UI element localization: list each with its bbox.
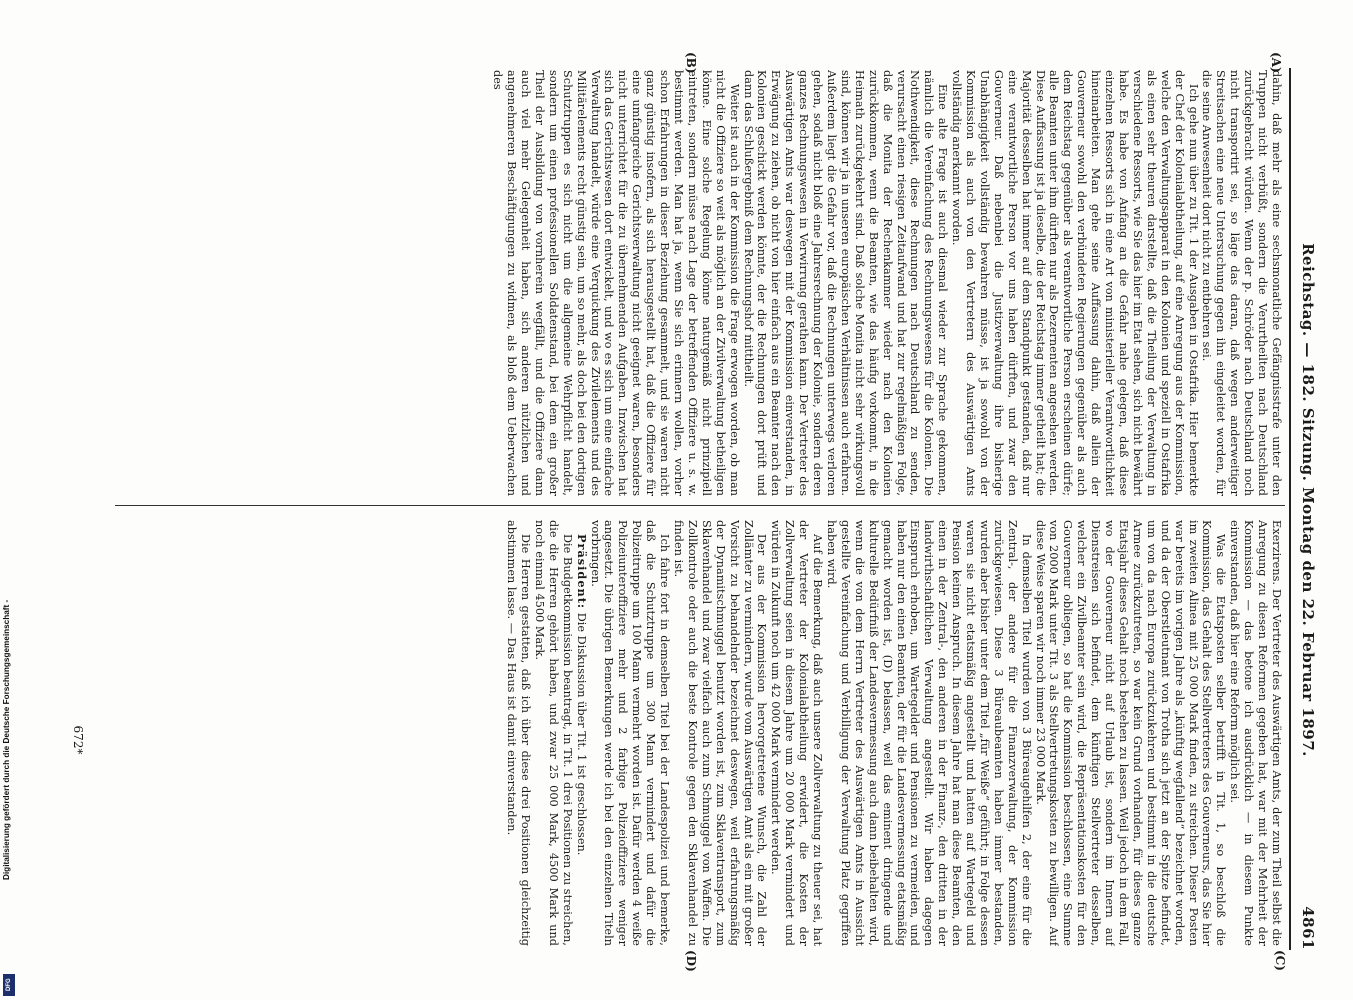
paragraph: Eine alte Frage ist auch diesmal wieder zur Sprache gekommen, nämlich die Vereinfachung des Rechnungswesens für die Kolonien. Die Nothwendigkeit, diese Rechnungen nach Deutschland zu senden, verursacht einen riesigen Zeitaufwand und hat zur regelmäßigen Folge, daß die Monita der Rechenkammer wieder nach den Kolonien zurückkommen, wenn die Beamten, wie das häufig vorkommt, in die Heimath zurückgekehrt sind. Daß solche Monita nicht sehr wirkungsvoll sind, können wir ja in unseren europäischen Verhältnissen auch erfahren. Außerdem liegt die Gefahr vor, daß die Rechnungen unterwegs verloren gehen, sodaß nicht bloß eine Jahresrechnung der Kolonie, sondern deren ganzes Rechnungswesen in Verwirrung gerathen kann. Der Vertreter des Auswärtigen Amts war deswegen mit der Kommission einverstanden, in Erwägung zu ziehen, ob nicht von hier einfach aus ein Beamter nach den Kolonien geschickt werden könnte, der die Rechnungen dort prüft und dann das Schlußergebniß dem Rechnungshof mittheilt. bbox=[741, 70, 950, 496]
signature-mark: 672* bbox=[71, 725, 85, 755]
paragraph: Ich gehe nun über zu Tit. 1 der Ausgaben in Ostafrika. Hier bemerkte der Chef der Kolonialabtheilung, auf eine Anregung aus der Kommission, welche den Verwaltungsapparat in den Kolonien und speziell in Ostafrika als einen sehr theuren darstellte, daß die Theilung der Verwaltung in verschiedene Ressorts, wie Sie das hier im Etat sehen, sich nicht bewährt habe. Es habe von Anfang an die Gefahr nahe gelegen, daß diese einzelnen Ressorts sich in eine Art von ministerieller Verantwortlichkeit hineinarbeiten. Man gehe seine Auffassung dahin, daß allein der Gouverneur sowohl den verbündeten Regierungen gegenüber als auch dem Reichstag gegenüber als verantwortliche Person erscheinen dürfe; alle Beamten unter ihm dürften nur als Dezernenten angesehen werden. Diese Auffassung ist ja dieselbe, die der Reichstag immer getheilt hat; die Majorität desselben hat immer auf dem Standpunkt gestanden, daß nur eine verantwortliche Person vor uns haben dürften, und zwar den Gouverneur. Daß nebenbei die Justizverwaltung ihre bisherige Unabhängigkeit vollständig bewahren müsse, ist ja sowohl von der Kommission als auch von den Vertretern des Auswärtigen Amts vollständig anerkannt worden. bbox=[950, 70, 1200, 496]
margin-marker-b: (B) bbox=[684, 52, 698, 74]
paragraph: dahin, daß mehr als eine sechsmonatliche Gefängnisstrafe unter den Truppen nicht verbüßt, sondern die Verurtheilten nach Deutschland zurückgebracht würden. Wenn der p. Schröder nach Deutschland noch nicht transportirt sei, so läge das daran, daß wegen anderweitiger Streitsachen eine neue Untersuchung gegen ihn eingeleitet worden, für die seine Anwesenheit dort nicht zu entbehren sei. bbox=[1200, 70, 1283, 496]
president-statement bbox=[574, 520, 588, 946]
paragraph: Was die Etatsposten selber betrifft in Tit. 1, so beschloß die Kommission, das Gehalt des Stellvertreters des Gouverneurs, das Sie hier im zweiten Alinea mit 25 000 Mark finden, zu streichen. Dieser Posten war bereits im vorigen Jahre als „künftig wegfallend“ bezeichnet worden, und da der Oberstleutnant von Trotha sich jetzt an der Spitze befindet, um von da nach Europa zurückzukehren und bestimmt in die deutsche Armee zurückzutreten, so war kein Grund vorhanden, für dieses ganze Etatsjahr dieses Gehalt noch bestehen zu lassen. Weil jedoch in dem Fall, wo der Gouverneur nicht auf Urlaub ist, sondern im Innern auf Dienstreisen sich befindet, dem künftigen Stellvertreter desselben, welcher ein Zivilbeamter sein wird, die Repräsentationskosten für den Gouverneur obliegen, so hat die Kommission beschlossen, eine Summe von 2000 Mark unter Tit. 3 als Stellvertretungskosten zu bewilligen. Auf diese Weise sparen wir noch immer 23 000 Mark. bbox=[1033, 520, 1228, 946]
dfg-logo: DFG bbox=[3, 974, 15, 996]
header-rule bbox=[1289, 68, 1291, 950]
right-text-column bbox=[123, 520, 1283, 946]
digitization-attribution bbox=[2, 600, 16, 998]
attribution-text: Digitalisierung gefördert durch die Deutsche Forschungsgemeinschaft - bbox=[2, 600, 11, 881]
margin-marker-d: (D) bbox=[684, 950, 698, 972]
page-header-title: Reichstag. — 182. Sitzung. Montag den 22. Februar 1897. bbox=[1299, 243, 1317, 757]
column-divider bbox=[115, 505, 1285, 506]
paragraph: Weiter ist auch in der Kommission die Frage erwogen worden, ob man nicht die Offiziere so weit als möglich an der Zivilverwaltung betheiligen könne. Eine solche Regelung könne naturgemäß nicht prinzipiell eintreten, sondern müsse nach Lage der betreffenden Offiziere u. s. w. bestimmt werden. Man hat ja, wenn Sie sich erinnern wollen, vorher schon Erfahrungen in dieser Beziehung gesammelt, und sie waren nicht ganz günstig insofern, als sich herausgestellt hat, daß die Offiziere für eine umfangreiche Gerichtsverwaltung nicht geeignet waren, besonders nicht unterrichtet für die zu übernehmenden Aufgaben. Inzwischen hat sich das Gerichtswesen dort entwickelt, und wo es sich um eine einfache Verwaltung handelt, würde eine Verquickung des Zivilelements und des Militärelements recht günstig sein, um so mehr, als doch bei den dortigen Schutztruppen es sich nicht um die allgemeine Wehrpflicht handelt, sondern um einen professionellen Soldatenstand, bei dem ein großer Theil der Ausbildung von vornherein wegfällt, und die Offiziere dann auch viel mehr Gelegenheit haben, sich anderen nützlichen und angenehmeren Beschäftigungen zu widmen, als bloß dem Ueberwachen des bbox=[491, 70, 741, 496]
president-label: Präsident: bbox=[574, 534, 589, 610]
paragraph: Exerzirens. Der Vertreter des Auswärtigen Amts, der zum Theil selbst die Anregung zu diesen Reformen gegeben hat, war mit der Mehrheit der Kommission — das betone ich ausdrücklich — in diesem Punkte einverstanden, daß hier eine Reform möglich sei. bbox=[1228, 520, 1283, 946]
paragraph: Ich fahre fort in demselben Titel bei der Landespolizei und bemerke, daß die Schutztruppe um 300 Mann vermindert und dafür die Polizeitruppe um 100 Mann vermehrt worden ist. Dafür werden 4 weiße Polizeiunteroffiziere mehr und 2 farbige Polizeioffiziere weniger angesetzt. Die übrigen Bemerkungen werde ich bei den einzelnen Titeln vorbringen. bbox=[588, 520, 672, 946]
page-number: 4861 bbox=[1299, 906, 1317, 950]
left-text-column bbox=[123, 70, 1283, 496]
paragraph: Die Budgetkommission beantragt, in Tit. 1 drei Positionen zu streichen, die die Herren gehört haben, und zwar 25 000 Mark, 4500 Mark und noch einmal 4500 Mark. bbox=[532, 520, 574, 946]
margin-marker-a: (A) bbox=[1269, 52, 1283, 73]
president-text: Die Diskussion über Tit. 1 ist geschlossen. bbox=[574, 612, 588, 856]
paragraph: Der aus der Kommission hervorgetretene Wunsch, die Zahl der Zollämter zu vermindern, wurde vom Auswärtigen Amt als ein mit großer Vorsicht zu behandelnder bezeichnet deswegen, weil erfahrungsmäßig der Dynamitschmuggel benutzt worden ist, zum Sklaventransport, zum Sklavenhandel und zwar vielfach auch zum Schmuggel von Waffen. Die Zollkontrole oder auch die beste Kontrole gegen den Sklavenhandel zu finden ist. bbox=[672, 520, 769, 946]
paragraph: In demselben Titel wurden von 3 Büreaugehilfen 2, der eine für die Zentral-, der andere für die Finanzverwaltung, der Kommission zurückgewiesen. Diese 3 Büreaubeamten haben immer bestanden, wurden aber bisher unter dem Titel „für Weiße“ geführt; in Folge dessen waren sie nicht etatsmäßig angestellt und hatten auf Wartegeld und Pension keinen Anspruch. In diesem Jahre hat man diese Beamten, den einen in der Zentral-, den anderen in der Finanz-, den dritten in der landwirthschaftlichen Verwaltung angestellt. Wir haben dagegen Einspruch erhoben, um Wartegelder und Pensionen zu vermeiden, und haben nur den einen Beamten, der für die Landesvermessung etatsmäßig gemacht worden ist, (D) belassen, weil das eminent dringende und kulturelle Bedürfniß der Landesvermessung auch dann beibehalten wird, wenn die von dem Herrn Vertreter des Auswärtigen Amts in Aussicht gestellte Vereinfachung und Verbilligung der Verwaltung Platz gegriffen haben wird. bbox=[825, 520, 1033, 946]
margin-marker-c: (C) bbox=[1273, 950, 1287, 971]
paragraph: Die Herren gestatten, daß ich über diese drei Positionen gleichzeitig abstimmen lasse. — Das Haus ist damit einverstanden. bbox=[505, 520, 533, 946]
paragraph: Auf die Bemerkung, daß auch unsere Zollverwaltung zu theuer sei, hat der Vertreter der Kolonialabtheilung erwidert, die Kosten der Zollverwaltung seien in diesem Jahre um 20 000 Mark vermindert und würden in Zukunft noch um 42 000 Mark vermindert werden. bbox=[769, 520, 825, 946]
